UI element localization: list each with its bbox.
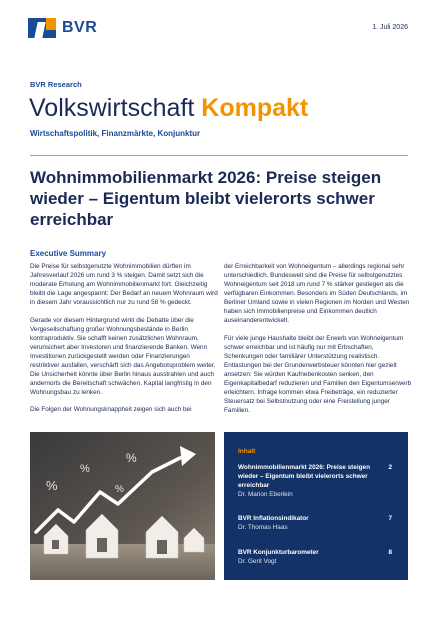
toc-entry-author: Dr. Gerit Vogt (238, 558, 277, 565)
houses-rising-arrow-image (30, 432, 215, 580)
toc-entry-author: Dr. Thomas Haas (238, 524, 288, 531)
divider (30, 155, 408, 156)
publication-date: 1. Juli 2026 (372, 24, 408, 31)
toc-entry[interactable] (238, 514, 392, 532)
bvr-logo (28, 18, 97, 38)
bvr-logo-icon (28, 18, 56, 38)
series-title-part2: Kompakt (201, 94, 309, 122)
series-label: BVR Research (30, 80, 82, 89)
housing-price-photo (30, 432, 215, 580)
article-headline: Wohnimmobilienmarkt 2026: Preise steigen wieder – Eigentum bleibt vielerorts schwer erreichbar (30, 168, 382, 229)
percent-glyph: % (80, 463, 90, 475)
toc-entry-author: Dr. Marion Eberlein (238, 491, 293, 498)
summary-paragraph: Die Preise für selbstgenutzte Wohnimmobilien dürften im Jahresverlauf 2026 um rund 3 % steigen. Damit setzt sich die moderate Erholung am Wohnimmobilienmarkt fort. Gleichzeitig bleibt die Lage angespannt: Der Bedarf an neuem Wohnraum wird in diesem Jahr voraussichtlich nur zu rund 58 % gedeckt. (30, 263, 218, 306)
percent-glyph: % (46, 478, 58, 493)
toc-entry-title: BVR Inflationsindikator (238, 515, 309, 522)
percent-glyph: % (126, 451, 137, 465)
toc-entry-page: 2 (388, 464, 392, 471)
summary-column-right (224, 262, 412, 423)
toc-entry-title: Wohnimmobilienmarkt 2026: Preise steigen wieder – Eigentum bleibt vielerorts schwer erreichbar (238, 464, 370, 489)
toc-label: Inhalt (238, 448, 256, 455)
series-title-part1: Volkswirtschaft (29, 94, 195, 122)
percent-glyph: % (115, 484, 124, 495)
summary-paragraph: der Erreichbarkeit von Wohneigentum – allerdings regional sehr unterschiedlich. Bundesweit sind die Preise für selbstgenutztes Wohneigentum seit 2018 um rund 7 % stärker gestiegen als die verfügbaren Einkommen. Besonders im Süden Deutschlands, im Berliner Umland sowie in vielen Regionen im Norden und Westen haben sich Immobilienpreise und Einkommen deutlich auseinanderentwickelt. (224, 263, 410, 324)
toc-entry[interactable] (238, 463, 392, 499)
summary-paragraph: Für viele junge Haushalte bleibt der Erwerb von Wohneigentum schwer erreichbar und ist häufig nur mit Erbschaften, Schenkungen oder familiärer Unterstützung realistisch. Entlastungen bei der Grunderwerbsteuer könnten hier gezielt ansetzen: Sie würden Kaufnebenkosten senken, den Eigenkapitalbedarf reduzieren und Familien den Eigentumserwerb erleichtern. Infrage kommen etwa Freibeträge, ein reduzierter Steuersatz bei Selbstnutzung oder eine Freistellung junger Familien. (224, 334, 412, 414)
toc-entry[interactable] (238, 548, 392, 566)
series-title (29, 94, 308, 122)
toc-entry-page: 8 (388, 549, 392, 556)
table-of-contents (224, 432, 408, 580)
series-subtitle: Wirtschaftspolitik, Finanzmärkte, Konjunktur (30, 129, 201, 138)
toc-entry-page: 7 (388, 515, 392, 522)
summary-paragraph: Die Folgen der Wohnungsknappheit zeigen sich auch bei (30, 406, 192, 413)
summary-paragraph: Gerade vor diesem Hintergrund wirkt die Debatte über die Vergesellschaftung großer Wohnungsbestände in Berlin kontraproduktiv. Sie schafft keinen zusätzlichen Wohnraum, verunsichert aber Investoren und finanzierende Banken. Wenn Investitionen zurückgestellt werden oder Finanzierungen restriktiver ausfallen, verschärft sich das Angebotsproblem weiter. Die Unsicherheit könnte über Berlin hinaus ausstrahlen und auch andernorts die Bereitschaft schwächen, Kapital langfristig in den Wohnungsbau zu lenken. (30, 316, 216, 396)
summary-column-left (30, 262, 218, 423)
toc-entry-title: BVR Konjunkturbarometer (238, 549, 319, 556)
logo-text: BVR (62, 19, 98, 36)
executive-summary-label: Executive Summary (30, 249, 107, 258)
